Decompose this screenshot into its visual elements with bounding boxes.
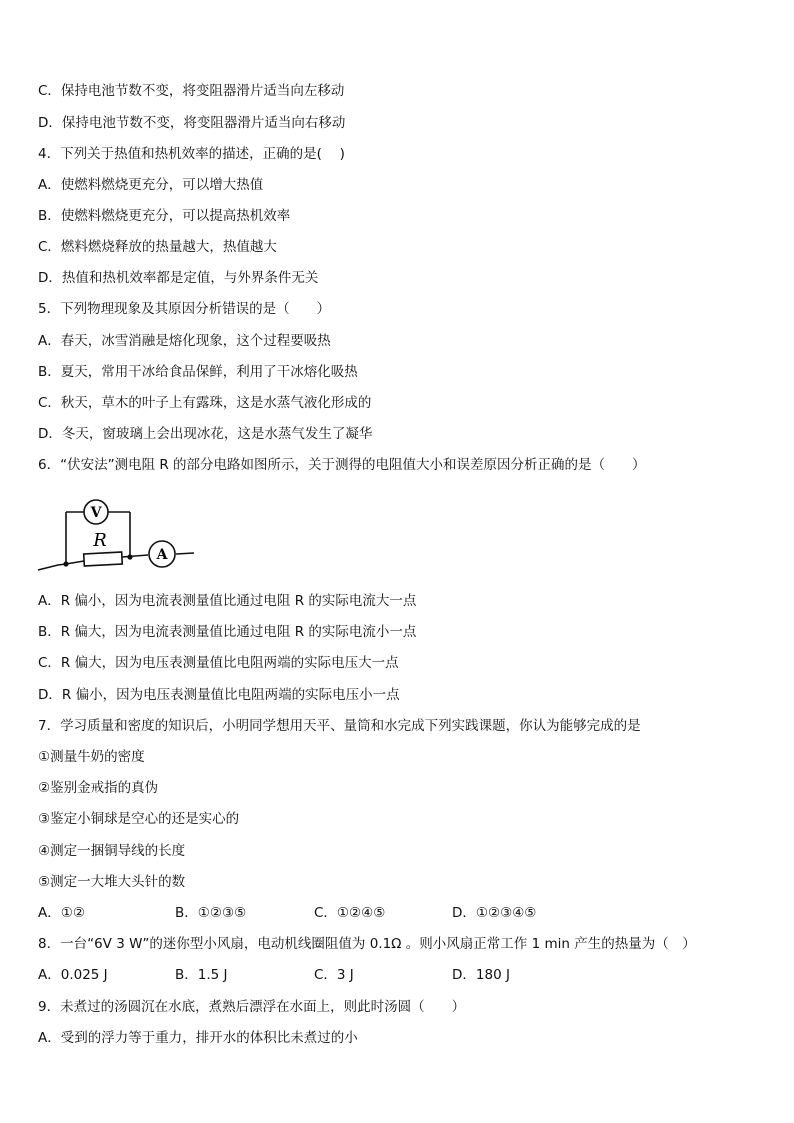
q5-option-a: A．春天，冰雪消融是熔化现象，这个过程要吸热 xyxy=(38,333,331,349)
circuit-wire-to-ammeter xyxy=(122,555,148,557)
q4-option-b: B．使燃料燃烧更充分，可以提高热机效率 xyxy=(38,208,291,224)
q8-option-a: A．0.025 J xyxy=(38,967,108,983)
q6-option-d: D．R 偏小，因为电压表测量值比电阻两端的实际电压小一点 xyxy=(38,687,400,703)
ammeter-label: A xyxy=(156,547,168,563)
q7-option-a: A．①② xyxy=(38,905,85,921)
question-7: 7．学习质量和密度的知识后，小明同学想用天平、量筒和水完成下列实践课题，你认为能够完成的是 xyxy=(38,718,641,734)
q7-option-d: D．①②③④⑤ xyxy=(452,905,537,921)
q7-item-3: ③鉴定小铜球是空心的还是实心的 xyxy=(38,811,240,827)
q5-option-c: C．秋天，草木的叶子上有露珠，这是水蒸气液化形成的 xyxy=(38,395,372,411)
q7-option-c: C．①②④⑤ xyxy=(314,905,386,921)
q6-option-c: C．R 偏大，因为电压表测量值比电阻两端的实际电压大一点 xyxy=(38,655,399,671)
junction-dot-right xyxy=(127,554,132,559)
question-8: 8．一台“6V 3 W”的迷你型小风扇，电动机线圈阻值为 0.1Ω 。则小风扇正常工作 1 min 产生的热量为（ ） xyxy=(38,936,696,952)
q6-option-a: A．R 偏小，因为电流表测量值比通过电阻 R 的实际电流大一点 xyxy=(38,593,417,609)
voltmeter-label: V xyxy=(90,505,102,521)
question-4: 4．下列关于热值和热机效率的描述，正确的是( ) xyxy=(38,146,345,162)
circuit-wire-to-resistor xyxy=(66,561,84,564)
resistor-icon xyxy=(84,552,123,566)
q8-option-b: B．1.5 J xyxy=(175,967,228,983)
circuit-diagram xyxy=(36,497,196,577)
q4-option-d: D．热值和热机效率都是定值，与外界条件无关 xyxy=(38,270,319,286)
q5-option-d: D．冬天，窗玻璃上会出现冰花，这是水蒸气发生了凝华 xyxy=(38,426,373,442)
q7-item-4: ④测定一捆铜导线的长度 xyxy=(38,843,186,859)
q7-item-5: ⑤测定一大堆大头针的数 xyxy=(38,874,186,890)
q5-option-b: B．夏天，常用干冰给食品保鲜，利用了干冰熔化吸热 xyxy=(38,364,358,380)
q4-option-a: A．使燃料燃烧更充分，可以增大热值 xyxy=(38,177,264,193)
q8-option-c: C．3 J xyxy=(314,967,354,983)
q7-item-2: ②鉴别金戒指的真伪 xyxy=(38,780,159,796)
q6-option-b: B．R 偏大，因为电流表测量值比通过电阻 R 的实际电流小一点 xyxy=(38,624,417,640)
q3-option-c: C．保持电池节数不变，将变阻器滑片适当向左移动 xyxy=(38,83,345,99)
circuit-wire-left xyxy=(38,565,58,570)
q9-option-a: A．受到的浮力等于重力，排开水的体积比未煮过的小 xyxy=(38,1030,358,1046)
circuit-wire-right xyxy=(176,553,194,554)
q3-option-d: D．保持电池节数不变，将变阻器滑片适当向右移动 xyxy=(38,115,346,131)
q4-option-c: C．燃料燃烧释放的热量越大，热值越大 xyxy=(38,239,277,255)
question-6: 6．“伏安法”测电阻 R 的部分电路如图所示，关于测得的电阻值大小和误差原因分析正确的是（ ） xyxy=(38,457,646,473)
q7-item-1: ①测量牛奶的密度 xyxy=(38,749,145,765)
question-9: 9．未煮过的汤圆沉在水底，煮熟后漂浮在水面上，则此时汤圆（ ） xyxy=(38,999,466,1015)
junction-dot-left xyxy=(63,561,68,566)
question-5: 5．下列物理现象及其原因分析错误的是（ ） xyxy=(38,301,331,317)
resistor-label: R xyxy=(93,530,107,551)
q8-option-d: D．180 J xyxy=(452,967,510,983)
q7-option-b: B．①②③⑤ xyxy=(175,905,247,921)
